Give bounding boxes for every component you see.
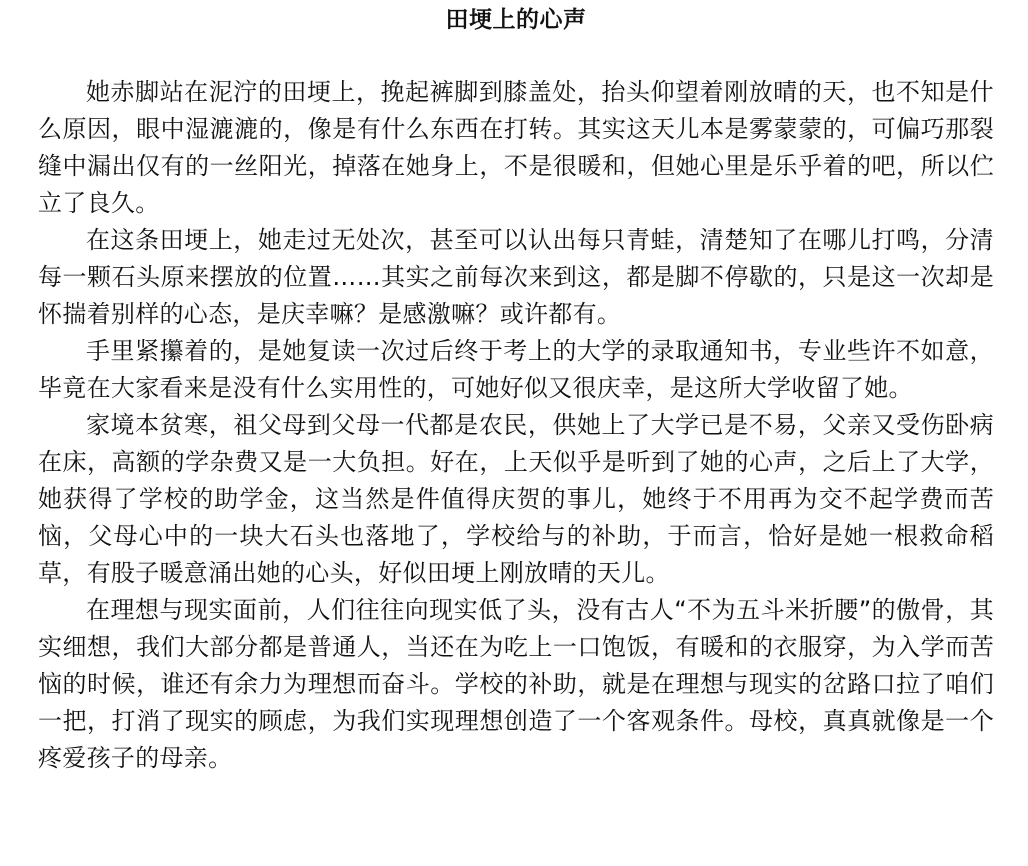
article-paragraph: 在理想与现实面前，人们往往向现实低了头，没有古人“不为五斗米折腰”的傲骨，其实细想，我们大部分都是普通人，当还在为吃上一口饱饭，有暖和的衣服穿，为入学而苦恼的时候，谁还有余力为理想而奋斗。学校的补助，就是在理想与现实的岔路口拉了咱们一把，打消了现实的顾虑，为我们实现理想创造了一个客观条件。母校，真真就像是一个疼爱孩子的母亲。: [38, 596, 994, 772]
article-paragraph: 她赤脚站在泥泞的田埂上，挽起裤脚到膝盖处，抬头仰望着刚放晴的天，也不知是什么原因，眼中湿漉漉的，像是有什么东西在打转。其实这天儿本是雾蒙蒙的，可偏巧那裂缝中漏出仅有的一丝阳光，掉落在她身上，不是很暖和，但她心里是乐乎着的吧，所以伫立了良久。: [38, 78, 994, 217]
article-paragraph: 手里紧攥着的，是她复读一次过后终于考上的大学的录取通知书，专业些许不如意，毕竟在大家看来是没有什么实用性的，可她好似又很庆幸，是这所大学收留了她。: [38, 337, 994, 402]
article-body: [38, 74, 994, 777]
article-title: 田埂上的心声: [445, 7, 587, 33]
article-paragraph: 家境本贫寒，祖父母到父母一代都是农民，供她上了大学已是不易，父亲又受伤卧病在床，高额的学杂费又是一大负担。好在，上天似乎是听到了她的心声，之后上了大学，她获得了学校的助学金，这当然是件值得庆贺的事儿，她终于不用再为交不起学费而苦恼，父母心中的一块大石头也落地了，学校给与的补助，于而言，恰好是她一根救命稻草，有股子暖意涌出她的心头，好似田埂上刚放晴的天儿。: [38, 411, 994, 587]
article-paragraph: 在这条田埂上，她走过无处次，甚至可以认出每只青蛙，清楚知了在哪儿打鸣，分清每一颗石头原来摆放的位置……其实之前每次来到这，都是脚不停歇的，只是这一次却是怀揣着别样的心态，是庆幸嘛？是感激嘛？或许都有。: [38, 226, 994, 328]
